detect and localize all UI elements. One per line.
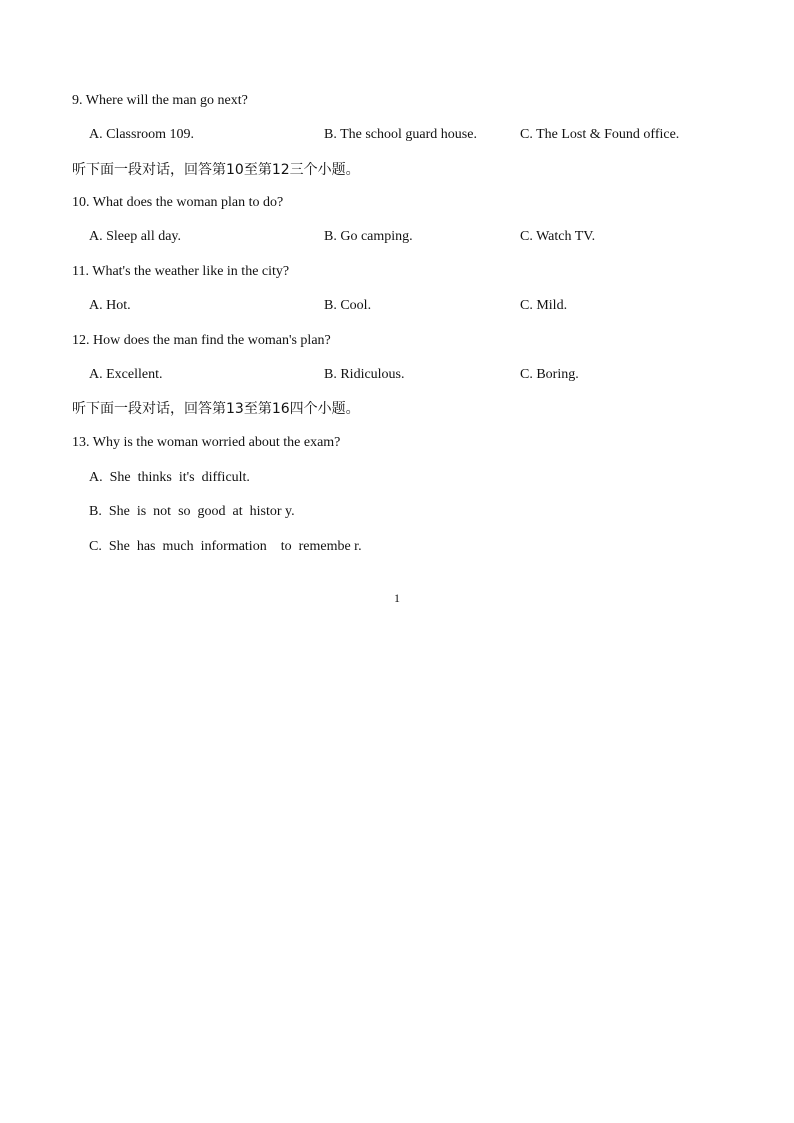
question-11: 11. What's the weather like in the city? xyxy=(72,264,290,279)
question-12-option-c: C. Boring. xyxy=(520,367,579,382)
section-instruction-1: 听下面一段对话，回答第10至第12三个小题。 xyxy=(72,162,360,178)
question-9-options xyxy=(89,126,729,144)
question-12-option-a: A. Excellent. xyxy=(89,367,163,382)
question-12-options xyxy=(89,366,729,384)
question-10: 10. What does the woman plan to do? xyxy=(72,195,284,210)
question-10-option-c: C. Watch TV. xyxy=(520,229,596,244)
question-11-option-c: C. Mild. xyxy=(520,298,568,313)
question-10-option-b: B. Go camping. xyxy=(324,229,413,244)
question-11-options xyxy=(89,297,729,315)
section-instruction-2: 听下面一段对话，回答第13至第16四个小题。 xyxy=(72,401,360,417)
question-9-option-b: B. The school guard house. xyxy=(324,127,477,142)
question-9-option-a: A. Classroom 109. xyxy=(89,127,194,142)
question-10-option-a: A. Sleep all day. xyxy=(89,229,182,244)
question-9: 9. Where will the man go next? xyxy=(72,93,248,108)
question-13-option-a: A. She thinks it's difficult. xyxy=(89,470,250,485)
question-13: 13. Why is the woman worried about the exam? xyxy=(72,435,341,450)
question-13-option-c: C. She has much information to remembe r. xyxy=(89,539,362,554)
question-12-option-b: B. Ridiculous. xyxy=(324,367,405,382)
page-number: 1 xyxy=(394,591,400,605)
question-9-option-c: C. The Lost & Found office. xyxy=(520,127,680,142)
question-12: 12. How does the man find the woman's plan? xyxy=(72,333,331,348)
question-11-option-b: B. Cool. xyxy=(324,298,372,313)
question-11-option-a: A. Hot. xyxy=(89,298,131,313)
question-13-option-b: B. She is not so good at histor y. xyxy=(89,504,295,519)
question-10-options xyxy=(89,228,729,246)
